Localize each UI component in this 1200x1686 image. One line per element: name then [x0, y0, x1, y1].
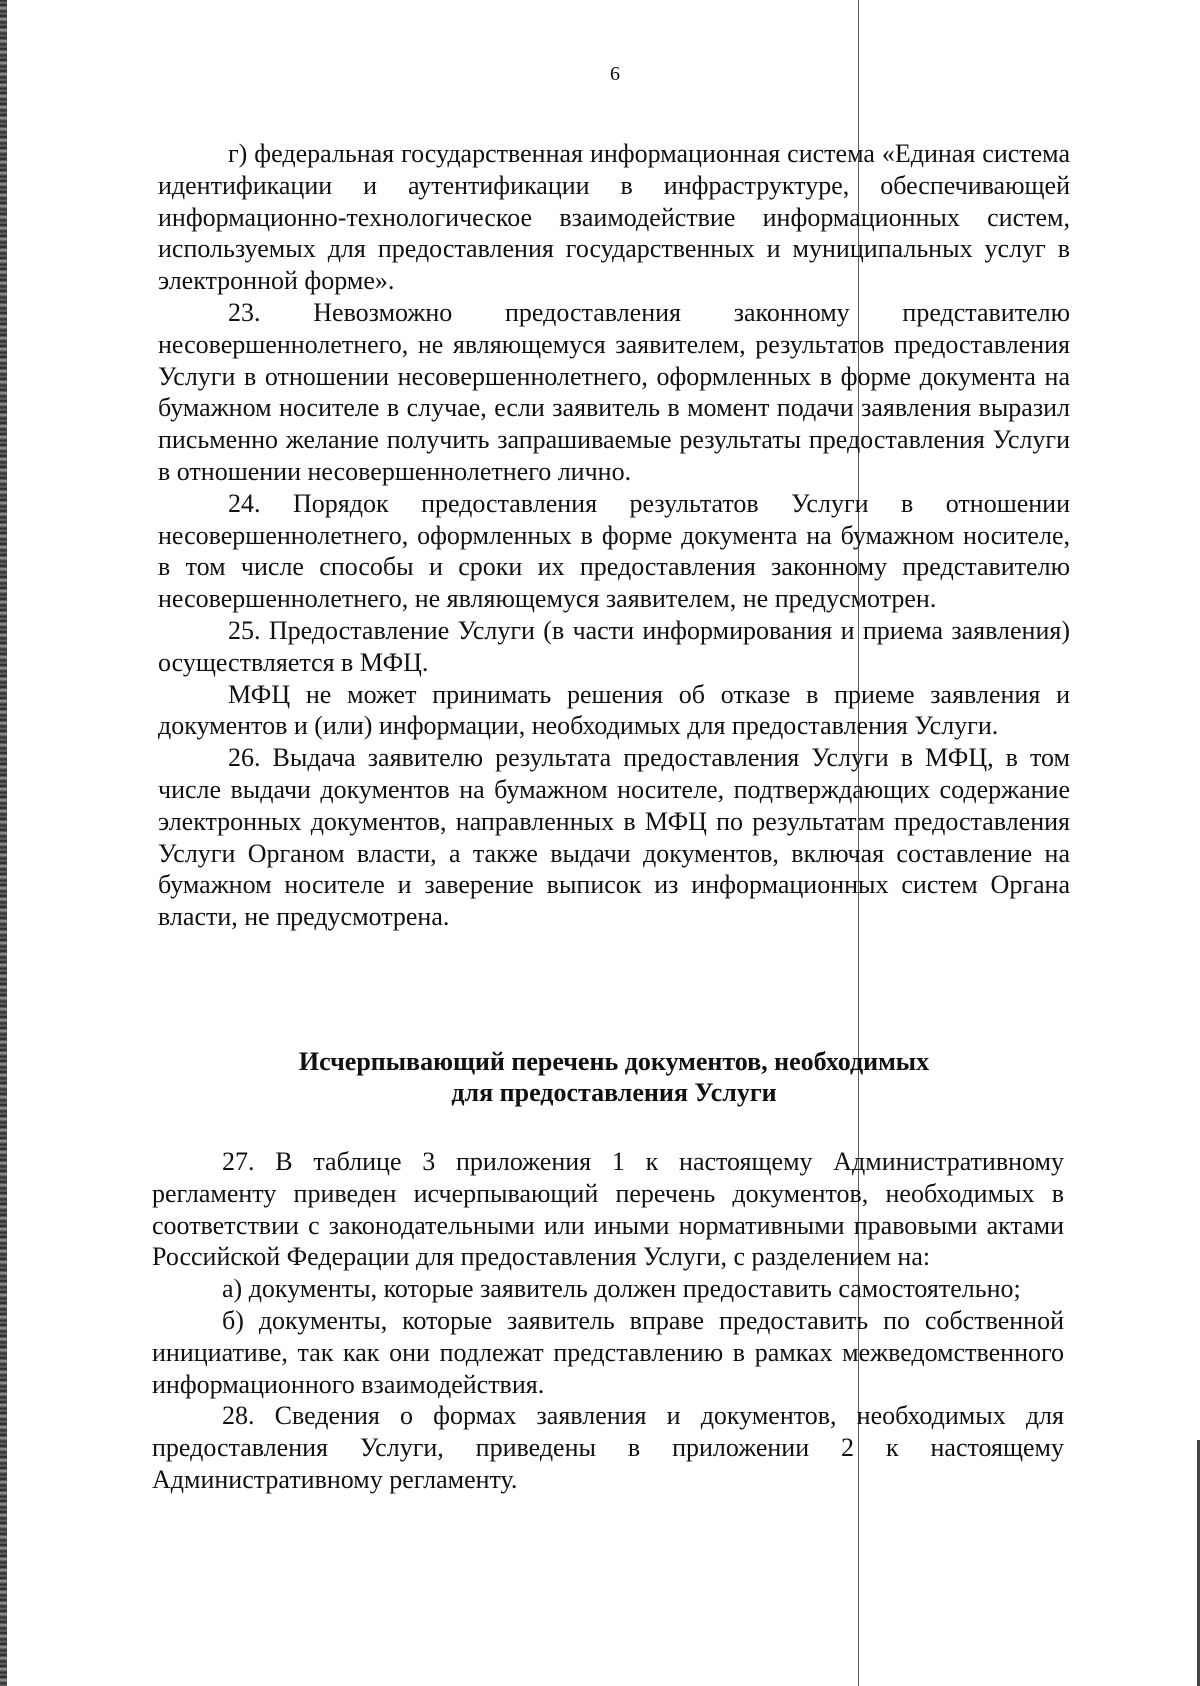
body-text-top [158, 138, 1070, 933]
paragraph-24: 24. Порядок предоставления результатов Услуги в отношении несовершеннолетнего, оформленных в форме документа на бумажном носителе, в том числе способы и сроки их предоставления законному представителю несовершеннолетнего, не являющемуся заявителем, не предусмотрен. [158, 488, 1070, 614]
scan-edge-left [0, 0, 7, 1686]
paragraph-25: 25. Предоставление Услуги (в части информирования и приема заявления) осуществляется в МФЦ. [158, 615, 1070, 677]
paragraph-23: 23. Невозможно предоставления законному представителю несовершеннолетнего, не являющемуся заявителем, результатов предоставления Услуги в отношении несовершеннолетнего, оформленных в форме документа на бумажном носителе в случае, если заявитель в момент подачи заявления выразил письменно желание получить запрашиваемые результаты предоставления Услуги в отношении несовершеннолетнего лично. [158, 297, 1070, 486]
paragraph-27a: а) документы, которые заявитель должен предоставить самостоятельно; [222, 1274, 1021, 1304]
section-heading-line-2: для предоставления Услуги [451, 1078, 777, 1107]
body-text-bottom [152, 1146, 1064, 1496]
section-heading [158, 1046, 1070, 1108]
paragraph-27b: б) документы, которые заявитель вправе предоставить по собственной инициативе, так как они подлежат представлению в рамках межведомственного информационного взаимодействия. [152, 1305, 1064, 1399]
paragraph-22g: г) федеральная государственная информационная система «Единая система идентификации и аутентификации в инфраструктуре, обеспечивающей информационно-технологическое взаимодействие информационных систем, используемых для предоставления государственных и муниципальных услуг в электронной форме». [158, 139, 1070, 296]
paragraph-28: 28. Сведения о формах заявления и документов, необходимых для предоставления Услуги, приведены в приложении 2 к настоящему Административному регламенту. [152, 1401, 1064, 1494]
section-heading-line-1: Исчерпывающий перечень документов, необходимых [298, 1047, 930, 1076]
paragraph-26: 26. Выдача заявителю результата предоставления Услуги в МФЦ, в том числе выдачи документов на бумажном носителе, подтверждающих содержание электронных документов, направленных в МФЦ по результатам предоставления Услуги Органом власти, а также выдачи документов, включая составление на бумажном носителе и заверение выписок из информационных систем Органа власти, не предусмотрена. [158, 743, 1070, 932]
page-number: 6 [610, 63, 620, 85]
paragraph-25-mfc: МФЦ не может принимать решения об отказе в приеме заявления и документов и (или) информации, необходимых для предоставления Услуги. [158, 679, 1070, 741]
paragraph-27: 27. В таблице 3 приложения 1 к настоящему Административному регламенту приведен исчерпывающий перечень документов, необходимых в соответствии с законодательными или иными нормативными правовыми актами Российской Федерации для предоставления Услуги, с разделением на: [152, 1147, 1064, 1272]
